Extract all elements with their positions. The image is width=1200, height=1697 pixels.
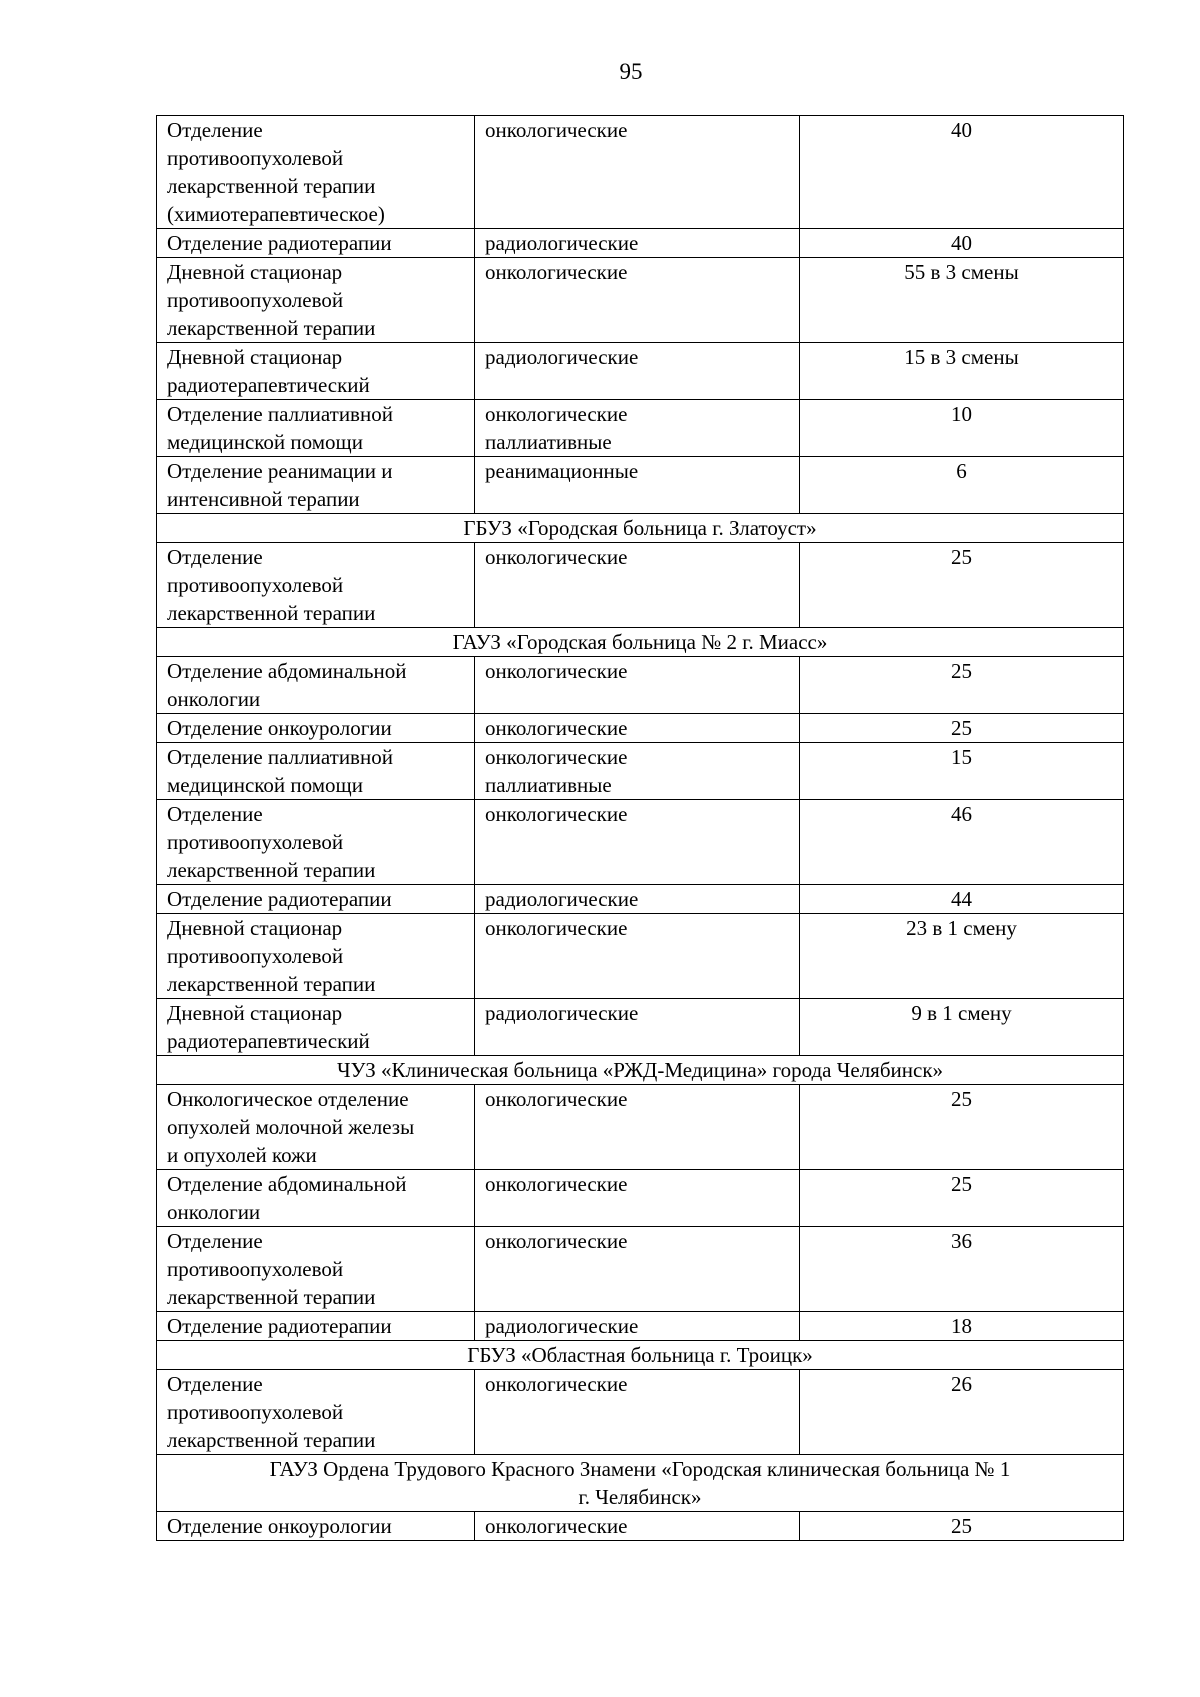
bed-type-cell: онкологические	[475, 543, 800, 628]
bed-count-cell: 25	[800, 1170, 1124, 1227]
table-row	[157, 914, 1124, 999]
table-row	[157, 714, 1124, 743]
department-cell: Отделение радиотерапии	[157, 885, 475, 914]
bed-count-cell: 26	[800, 1370, 1124, 1455]
bed-count-cell: 9 в 1 смену	[800, 999, 1124, 1056]
department-cell: Отделение противоопухолевой лекарственной терапии	[157, 1227, 475, 1312]
table-row	[157, 1312, 1124, 1341]
bed-count-cell: 18	[800, 1312, 1124, 1341]
bed-type-cell: онкологические	[475, 714, 800, 743]
bed-type-cell: реанимационные	[475, 457, 800, 514]
bed-count-cell: 15 в 3 смены	[800, 343, 1124, 400]
organization-name: ГАУЗ Ордена Трудового Красного Знамени «Городская клиническая больница № 1 г. Челябинск»	[157, 1455, 1124, 1512]
bed-type-cell: радиологические	[475, 999, 800, 1056]
department-cell: Отделение противоопухолевой лекарственной терапии (химиотерапевтическое)	[157, 116, 475, 229]
department-cell: Дневной стационар противоопухолевой лекарственной терапии	[157, 258, 475, 343]
bed-type-cell: онкологические	[475, 1512, 800, 1541]
bed-capacity-table	[156, 115, 1124, 1541]
department-cell: Отделение онкоурологии	[157, 714, 475, 743]
bed-type-cell: онкологические	[475, 914, 800, 999]
bed-count-cell: 15	[800, 743, 1124, 800]
bed-type-cell: радиологические	[475, 229, 800, 258]
department-cell: Дневной стационар противоопухолевой лекарственной терапии	[157, 914, 475, 999]
bed-type-cell: радиологические	[475, 343, 800, 400]
department-cell: Отделение радиотерапии	[157, 229, 475, 258]
department-cell: Онкологическое отделение опухолей молочной железы и опухолей кожи	[157, 1085, 475, 1170]
bed-type-cell: онкологические паллиативные	[475, 743, 800, 800]
bed-count-cell: 25	[800, 1085, 1124, 1170]
organization-name: ГАУЗ «Городская больница № 2 г. Миасс»	[157, 628, 1124, 657]
bed-type-cell: онкологические	[475, 258, 800, 343]
organization-name: ЧУЗ «Клиническая больница «РЖД-Медицина» города Челябинск»	[157, 1056, 1124, 1085]
bed-type-cell: радиологические	[475, 1312, 800, 1341]
bed-type-cell: онкологические	[475, 1170, 800, 1227]
table-row	[157, 258, 1124, 343]
bed-count-cell: 36	[800, 1227, 1124, 1312]
table-row	[157, 1227, 1124, 1312]
department-cell: Отделение паллиативной медицинской помощи	[157, 400, 475, 457]
table-row	[157, 1170, 1124, 1227]
department-cell: Отделение противоопухолевой лекарственной терапии	[157, 543, 475, 628]
table-row	[157, 457, 1124, 514]
bed-count-cell: 6	[800, 457, 1124, 514]
bed-count-cell: 25	[800, 1512, 1124, 1541]
department-cell: Дневной стационар радиотерапевтический	[157, 999, 475, 1056]
organization-row	[157, 1056, 1124, 1085]
department-cell: Отделение абдоминальной онкологии	[157, 657, 475, 714]
department-cell: Дневной стационар радиотерапевтический	[157, 343, 475, 400]
table-body	[157, 116, 1124, 1541]
bed-type-cell: онкологические	[475, 1085, 800, 1170]
table-row	[157, 1512, 1124, 1541]
department-cell: Отделение противоопухолевой лекарственной терапии	[157, 800, 475, 885]
organization-row	[157, 514, 1124, 543]
organization-name: ГБУЗ «Городская больница г. Златоуст»	[157, 514, 1124, 543]
bed-count-cell: 44	[800, 885, 1124, 914]
organization-row	[157, 1455, 1124, 1512]
bed-count-cell: 23 в 1 смену	[800, 914, 1124, 999]
table-row	[157, 800, 1124, 885]
bed-type-cell: онкологические	[475, 116, 800, 229]
department-cell: Отделение абдоминальной онкологии	[157, 1170, 475, 1227]
table-row	[157, 1370, 1124, 1455]
bed-count-cell: 40	[800, 116, 1124, 229]
organization-row	[157, 1341, 1124, 1370]
department-cell: Отделение онкоурологии	[157, 1512, 475, 1541]
bed-count-cell: 25	[800, 714, 1124, 743]
table-row	[157, 1085, 1124, 1170]
table-row	[157, 543, 1124, 628]
page-number: 95	[619, 59, 643, 84]
bed-count-cell: 25	[800, 543, 1124, 628]
organization-row	[157, 628, 1124, 657]
table-row	[157, 400, 1124, 457]
department-cell: Отделение паллиативной медицинской помощи	[157, 743, 475, 800]
table-row	[157, 657, 1124, 714]
department-cell: Отделение реанимации и интенсивной терапии	[157, 457, 475, 514]
table-row	[157, 885, 1124, 914]
table-row	[157, 343, 1124, 400]
bed-type-cell: радиологические	[475, 885, 800, 914]
department-cell: Отделение противоопухолевой лекарственной терапии	[157, 1370, 475, 1455]
bed-count-cell: 55 в 3 смены	[800, 258, 1124, 343]
table-row	[157, 999, 1124, 1056]
bed-type-cell: онкологические	[475, 800, 800, 885]
table-row	[157, 743, 1124, 800]
department-cell: Отделение радиотерапии	[157, 1312, 475, 1341]
bed-type-cell: онкологические	[475, 657, 800, 714]
bed-type-cell: онкологические паллиативные	[475, 400, 800, 457]
table-row	[157, 116, 1124, 229]
table-row	[157, 229, 1124, 258]
organization-name: ГБУЗ «Областная больница г. Троицк»	[157, 1341, 1124, 1370]
bed-count-cell: 46	[800, 800, 1124, 885]
bed-type-cell: онкологические	[475, 1227, 800, 1312]
bed-type-cell: онкологические	[475, 1370, 800, 1455]
bed-count-cell: 40	[800, 229, 1124, 258]
bed-count-cell: 25	[800, 657, 1124, 714]
bed-count-cell: 10	[800, 400, 1124, 457]
